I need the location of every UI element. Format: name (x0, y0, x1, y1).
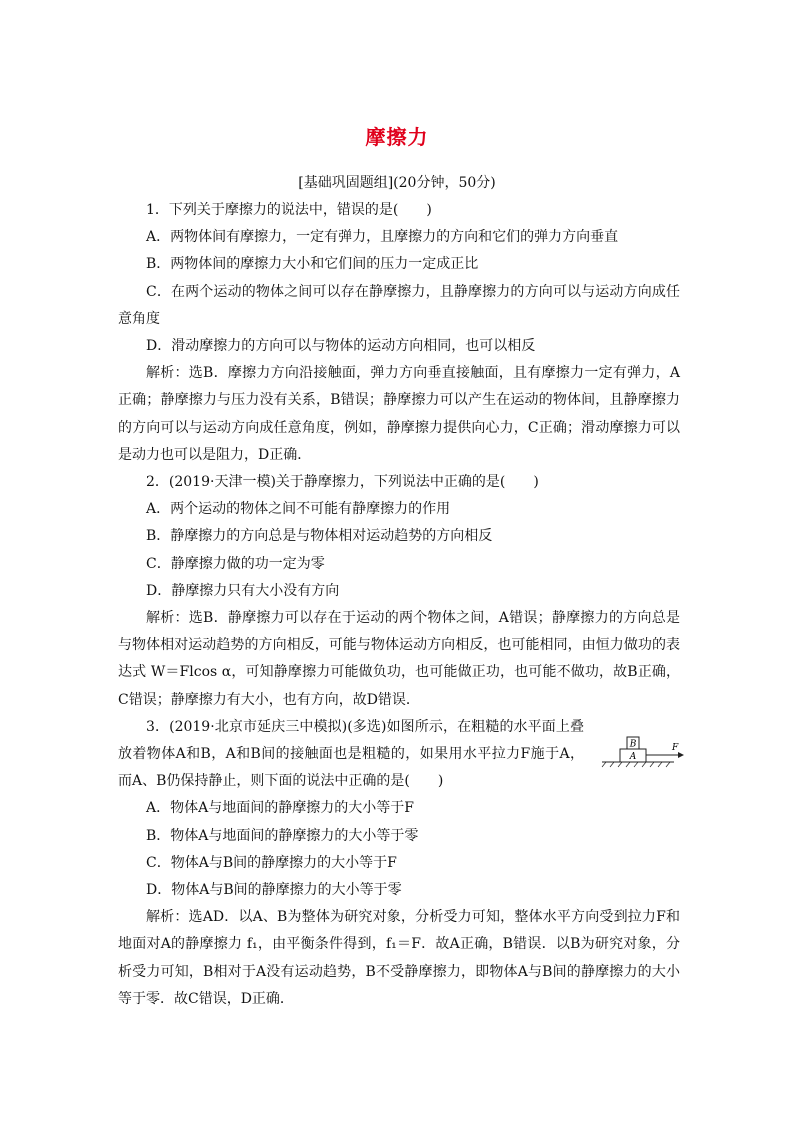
q3-option-c: C．物体A与B间的静摩擦力的大小等于F (146, 854, 397, 871)
q3-block (118, 714, 680, 796)
section-subtitle: [基础巩固题组](20分钟，50分) (298, 175, 496, 191)
q3-solution: 解析：选AD．以A、B为整体为研究对象，分析受力可知，整体水平方向受到拉力F和地面对A的静摩擦力 f₁，由平衡条件得到，f₁＝F．故A正确，B错误．以B为研究对象，分析受力可知，B相对于A没有运动趋势，B不受静摩擦力，即物体A与B间的静摩擦力的大小等于零．故C错误，D正确． (118, 909, 680, 1007)
q2-option-c: C．静摩擦力做的功一定为零 (146, 555, 325, 572)
document-body (118, 197, 680, 1013)
q1-option-a: A．两物体间有摩擦力，一定有弹力，且摩擦力的方向和它们的弹力方向垂直 (146, 229, 619, 246)
ground-hatching (602, 762, 670, 767)
q1-stem: 1．下列关于摩擦力的说法中，错误的是( ) (146, 202, 432, 218)
q3-stem: 3．(2019·北京市延庆三中模拟)(多选)如图所示，在粗糙的水平面上叠放着物体A和B，A和B间的接触面也是粗糙的，如果用水平拉力F施于A，而A、B仍保持静止，则下面的说法中正确的是( ) (118, 714, 680, 796)
q1-option-b: B．两物体间的摩擦力大小和它们间的压力一定成正比 (146, 256, 479, 273)
page-title: 摩擦力 (365, 125, 429, 149)
force-arrowhead (678, 752, 684, 758)
q3-option-b: B．物体A与地面间的静摩擦力的大小等于零 (146, 827, 419, 844)
q3-option-a: A．物体A与地面间的静摩擦力的大小等于F (146, 800, 414, 817)
q1-option-d: D．滑动摩擦力的方向可以与物体的运动方向相同，也可以相反 (146, 338, 536, 355)
block-b-label: B (629, 739, 637, 750)
q3-option-d: D．物体A与B间的静摩擦力的大小等于零 (146, 882, 402, 899)
block-a-label: A (629, 751, 637, 762)
q1-option-c: C．在两个运动的物体之间可以存在静摩擦力，且静摩擦力的方向可以与运动方向成任意角度 (118, 283, 680, 327)
q1-solution: 解析：选B．摩擦力方向沿接触面，弹力方向垂直接触面，且有摩擦力一定有弹力，A正确；静摩擦力与压力没有关系，B错误；静摩擦力可以产生在运动的物体间，且静摩擦力的方向可以与运动方向成任意角度，例如，静摩擦力提供向心力，C正确；滑动摩擦力可以是动力也可以是阻力，D正确． (118, 365, 680, 463)
stacked-blocks-figure (600, 734, 686, 768)
q2-stem: 2．(2019·天津一模)关于静摩擦力，下列说法中正确的是( ) (146, 474, 539, 491)
force-label: F (672, 742, 679, 753)
q2-option-a: A．两个运动的物体之间不可能有静摩擦力的作用 (146, 501, 451, 518)
q2-option-b: B．静摩擦力的方向总是与物体相对运动趋势的方向相反 (146, 528, 493, 545)
q2-option-d: D．静摩擦力只有大小没有方向 (146, 582, 340, 599)
q2-solution: 解析：选B．静摩擦力可以存在于运动的两个物体之间，A错误；静摩擦力的方向总是与物体相对运动趋势的方向相反，可能与物体运动方向相反，也可能相同，由恒力做功的表达式 W＝Flcos α，可知静摩擦力可能做负功，也可能做正功，也可能不做功，故B正确，C错误；静摩擦力有大小，也有方向，故D错误． (118, 610, 680, 708)
